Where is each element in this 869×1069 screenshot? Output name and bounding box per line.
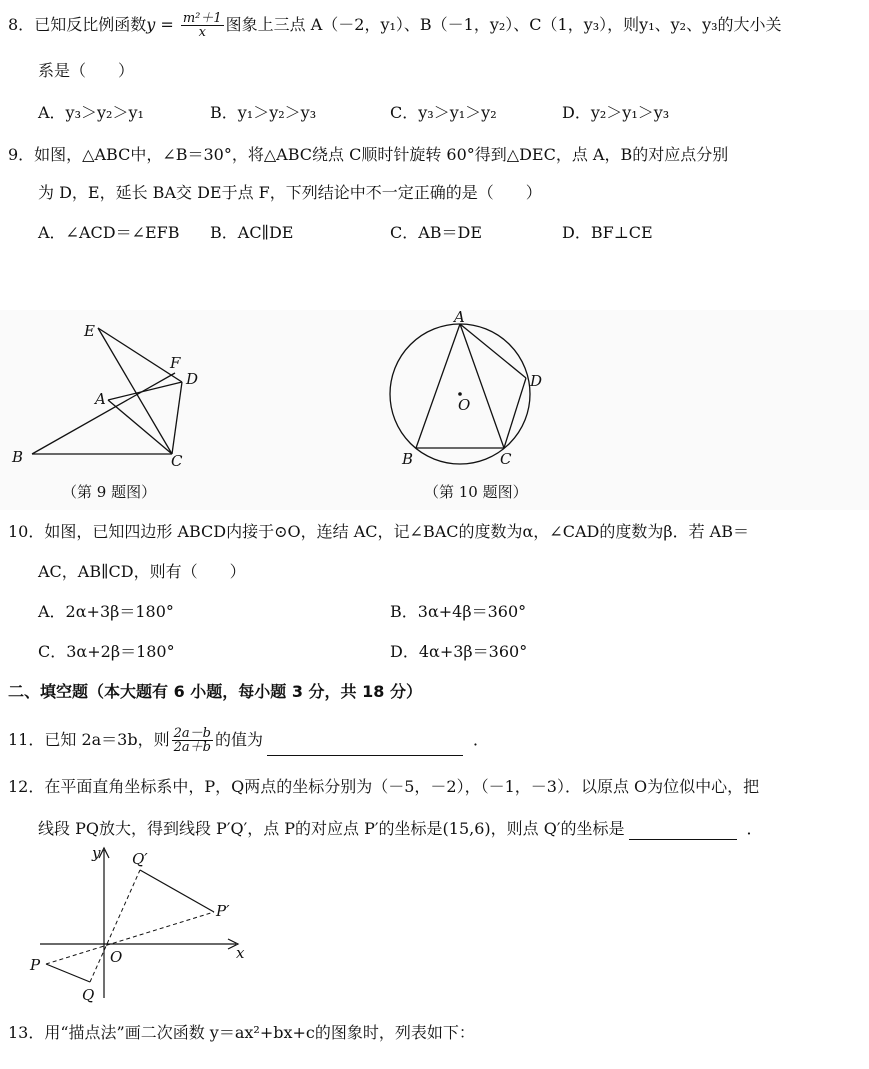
fig9-label-d: D	[186, 370, 199, 388]
fig12-label-p-prime: P′	[216, 902, 230, 920]
fig10-label-b: B	[402, 450, 414, 468]
q10-line2: AC，AB∥CD，则有（ ）	[38, 562, 246, 581]
fig9-segment-ec	[98, 328, 172, 454]
figure-9	[0, 310, 250, 475]
figure-12	[24, 840, 264, 1010]
fig10-label-a: A	[454, 308, 465, 326]
fig10-segment-ab	[416, 324, 460, 448]
fig12-label-q: Q	[82, 986, 95, 1004]
q8-option-a: A．y₃＞y₂＞y₁	[38, 103, 144, 122]
fig12-label-p: P	[30, 956, 41, 974]
q9-option-d: D．BF⊥CE	[562, 223, 653, 242]
q11-fraction: $\frac{2a-b}{2a+b}$	[173, 726, 211, 755]
fig9-label-b: B	[12, 448, 24, 466]
q9-line2: 为 D，E，延长 BA交 DE于点 F，下列结论中不一定正确的是（ ）	[38, 183, 542, 202]
q10-option-c: C．3α+2β＝180°	[38, 642, 175, 661]
q10-line1: 10．如图，已知四边形 ABCD内接于⊙O，连结 AC，记∠BAC的度数为α，∠CAD的度数为β．若 AB＝	[8, 522, 749, 541]
fig9-label-e: E	[84, 322, 95, 340]
fig12-segment-pq	[46, 964, 90, 982]
fig9-label-f: F	[170, 354, 181, 372]
q8-line2: 系是（ ）	[38, 61, 135, 80]
q9-option-b: B．AC∥DE	[210, 223, 294, 242]
fig10-label-o: O	[458, 396, 471, 414]
fig9-segment-ac	[108, 400, 172, 454]
fig10-caption: （第 10 题图）	[424, 483, 528, 501]
fig10-label-d: D	[530, 372, 543, 390]
fig12-segment-qp-prime	[140, 870, 214, 912]
fig12-label-x: x	[236, 944, 245, 962]
fig12-dashed-p-to-p-prime	[46, 912, 214, 964]
fig10-label-c: C	[500, 450, 512, 468]
q8-fraction: $\frac{\text{m²＋1}}{x}$	[182, 11, 222, 40]
fig12-label-y: y	[92, 844, 101, 862]
q9-option-a: A．∠ACD＝∠EFB	[38, 223, 180, 242]
q10-option-d: D．4α+3β＝360°	[390, 642, 528, 661]
section2-title: 二、填空题（本大题有 6 小题，每小题 3 分，共 18 分）	[8, 682, 422, 701]
fig9-segment-ad	[108, 382, 182, 400]
q9-line1: 9．如图，△ABC中，∠B＝30°，将△ABC绕点 C顺时针旋转 60°得到△DEC，点 A，B的对应点分别	[8, 145, 729, 164]
q12-line2: 线段 PQ放大，得到线段 P′Q′，点 P的对应点 P′的坐标是(15,6)，则点 Q′的坐标是 ．	[38, 819, 763, 838]
fig9-label-a: A	[95, 390, 106, 408]
fig12-label-q-prime: Q′	[132, 850, 148, 868]
fig9-label-c: C	[171, 452, 183, 470]
q11-line: 11．已知 2a＝3b，则 $\frac{2a-b}{2a+b}$ 的值为 ．	[8, 726, 489, 755]
fig12-label-o: O	[110, 948, 123, 966]
figure-10	[380, 306, 550, 471]
q13-line1: 13．用“描点法”画二次函数 y＝ax²+bx+c的图象时，列表如下：	[8, 1023, 475, 1042]
fig9-caption: （第 9 题图）	[62, 483, 157, 501]
q12-line1: 12．在平面直角坐标系中，P，Q两点的坐标分别为（－5，－2），（－1，－3）．以原点 O为位似中心，把	[8, 777, 760, 796]
q10-option-a: A．2α+3β＝180°	[38, 602, 174, 621]
q9-option-c: C．AB＝DE	[390, 223, 483, 242]
q8-option-b: B．y₁＞y₂＞y₃	[210, 103, 317, 122]
fig9-segment-dc	[172, 382, 182, 454]
fig9-segment-bf	[32, 373, 175, 454]
q10-option-b: B．3α+4β＝360°	[390, 602, 527, 621]
q8-option-c: C．y₃＞y₁＞y₂	[390, 103, 497, 122]
q12-answer-blank[interactable]	[629, 821, 737, 840]
q8-line1: 8．已知反比例函数y = $\frac{\text{m²＋1}}{x}$ 图象上三点 A（－2，y₁）、B（－1，y₂）、C（1，y₃），则y₁、y₂、y₃的大小关	[8, 11, 782, 40]
q8-option-d: D．y₂＞y₁＞y₃	[562, 103, 670, 122]
q11-answer-blank[interactable]	[267, 737, 463, 756]
